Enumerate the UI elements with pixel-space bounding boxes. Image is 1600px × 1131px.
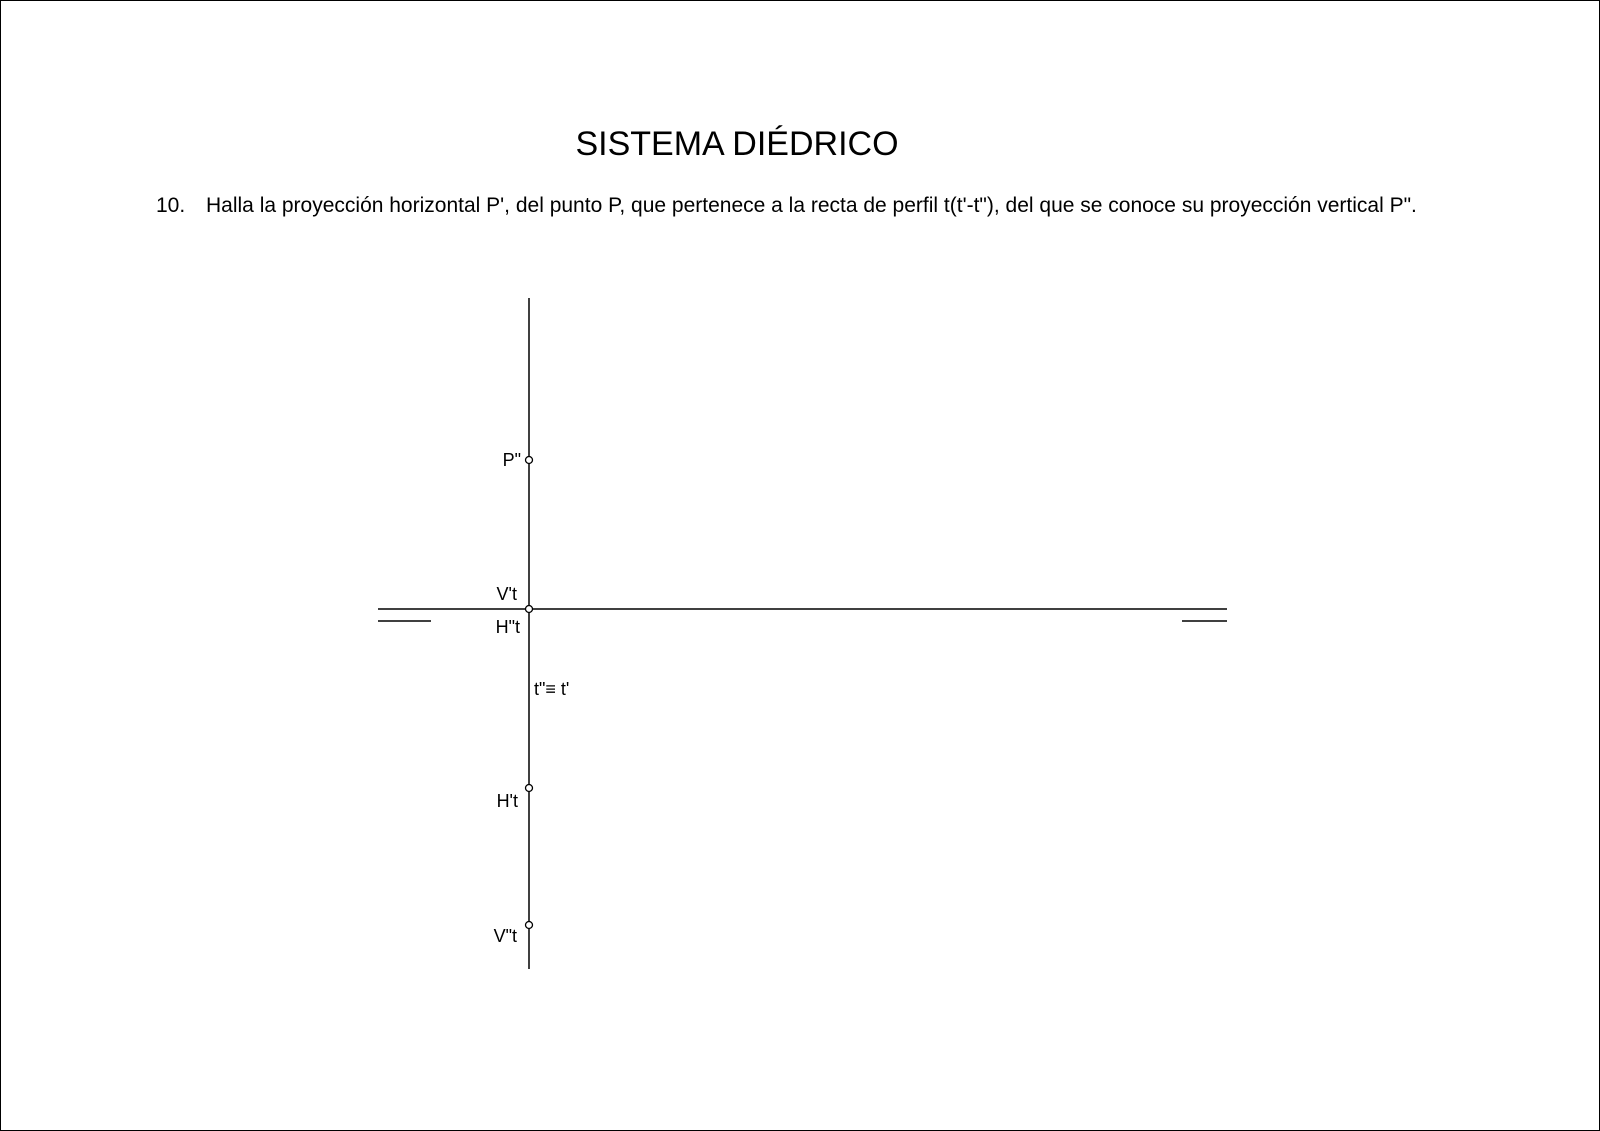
page-title: SISTEMA DIÉDRICO [575, 125, 899, 163]
label-profile-line: t"≡ t' [534, 679, 570, 699]
label-v-horizontal-trace: V't [496, 584, 517, 604]
label-h-vertical-trace: H"t [495, 617, 520, 637]
point-v-vertical [526, 922, 533, 929]
label-p-vertical: P" [502, 450, 521, 470]
point-h-horizontal [526, 785, 533, 792]
label-v-vertical-trace: V"t [493, 926, 517, 946]
exercise-number: 10. [156, 194, 186, 217]
label-h-horizontal-trace: H't [496, 791, 518, 811]
point-traces-ground [526, 606, 533, 613]
exercise-text: Halla la proyección horizontal P', del punto P, que pertenece a la recta de perfil t(t'-t"), del que se conoce su proyección vertical P". [206, 194, 1417, 217]
point-p-vertical [526, 457, 533, 464]
